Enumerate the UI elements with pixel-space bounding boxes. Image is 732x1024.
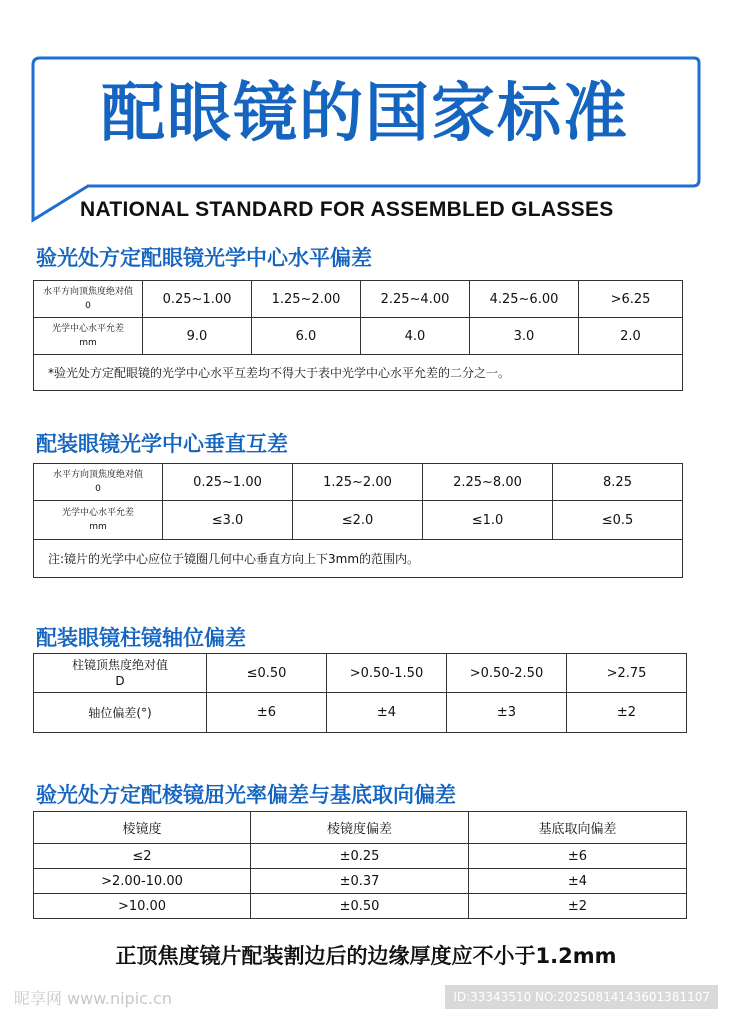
table-cell: 0.25~1.00 [163,464,293,501]
axis-deviation-table [33,653,687,733]
table-cell: ≤2.0 [293,501,423,540]
column-header: 棱镜度偏差 [251,812,469,844]
table-cell: 4.0 [361,318,470,355]
table-cell: ±4 [327,693,447,733]
table-row [34,894,687,919]
table-cell: ±2 [567,693,687,733]
section1-title: 验光处方定配眼镜光学中心水平偏差 [36,246,372,270]
row-label: 柱镜顶焦度绝对值 D [34,654,207,693]
table-cell: ≤3.0 [163,501,293,540]
table-cell: ±2 [469,894,687,919]
section2-title: 配装眼镜光学中心垂直互差 [36,432,288,456]
table-cell: 4.25~6.00 [470,281,579,318]
column-header: 基底取向偏差 [469,812,687,844]
table-note: *验光处方定配眼镜的光学中心水平互差均不得大于表中光学中心水平允差的二分之一。 [34,355,683,391]
table-row [34,844,687,869]
table-cell: ≤0.50 [207,654,327,693]
page-subtitle: NATIONAL STANDARD FOR ASSEMBLED GLASSES [80,198,614,221]
table-cell: 9.0 [143,318,252,355]
table-cell: 3.0 [470,318,579,355]
table-row [34,281,683,318]
table-cell: ±6 [207,693,327,733]
row-label: 水平方向顶焦度绝对值 0 [34,281,143,318]
table-cell: 1.25~2.00 [293,464,423,501]
table-cell: ±0.50 [251,894,469,919]
table-cell: ≤1.0 [423,501,553,540]
table-row [34,654,687,693]
table-note: 注:镜片的光学中心应位于镜圈几何中心垂直方向上下3mm的范围内。 [34,540,683,578]
column-header: 棱镜度 [34,812,251,844]
table-cell: >6.25 [579,281,683,318]
table-cell: >10.00 [34,894,251,919]
table-row [34,355,683,391]
table-cell: ≤0.5 [553,501,683,540]
table-cell: ≤2 [34,844,251,869]
prism-deviation-table [33,811,687,919]
table-cell: 1.25~2.00 [252,281,361,318]
table-cell: >0.50-2.50 [447,654,567,693]
section4-title: 验光处方定配棱镜屈光率偏差与基底取向偏差 [36,783,456,807]
vertical-deviation-table [33,463,683,578]
table-cell: ±0.37 [251,869,469,894]
table-row [34,540,683,578]
table-row [34,464,683,501]
table-header-row [34,812,687,844]
watermark-id-badge: ID:33343510 NO:20250814143601381107 [445,985,718,1009]
row-label: 轴位偏差(°) [34,693,207,733]
table-cell: ±6 [469,844,687,869]
table-cell: ±4 [469,869,687,894]
horizontal-deviation-table [33,280,683,391]
table-cell: 8.25 [553,464,683,501]
table-row [34,501,683,540]
table-cell: 6.0 [252,318,361,355]
section3-title: 配装眼镜柱镜轴位偏差 [36,626,246,650]
row-label: 光学中心水平允差 mm [34,318,143,355]
table-cell: >0.50-1.50 [327,654,447,693]
table-row [34,693,687,733]
table-cell: 2.25~4.00 [361,281,470,318]
table-cell: 2.25~8.00 [423,464,553,501]
row-label: 水平方向顶焦度绝对值 0 [34,464,163,501]
table-cell: 0.25~1.00 [143,281,252,318]
table-cell: 2.0 [579,318,683,355]
table-cell: >2.00-10.00 [34,869,251,894]
table-cell: >2.75 [567,654,687,693]
watermark-left: 昵享网 www.nipic.cn [14,989,172,1008]
table-row [34,318,683,355]
table-cell: ±3 [447,693,567,733]
row-label: 光学中心水平允差 mm [34,501,163,540]
page-title: 配眼镜的国家标准 [101,76,629,151]
table-row [34,869,687,894]
edge-thickness-note: 正顶焦度镜片配装割边后的边缘厚度应不小于1.2mm [115,944,617,968]
table-cell: ±0.25 [251,844,469,869]
